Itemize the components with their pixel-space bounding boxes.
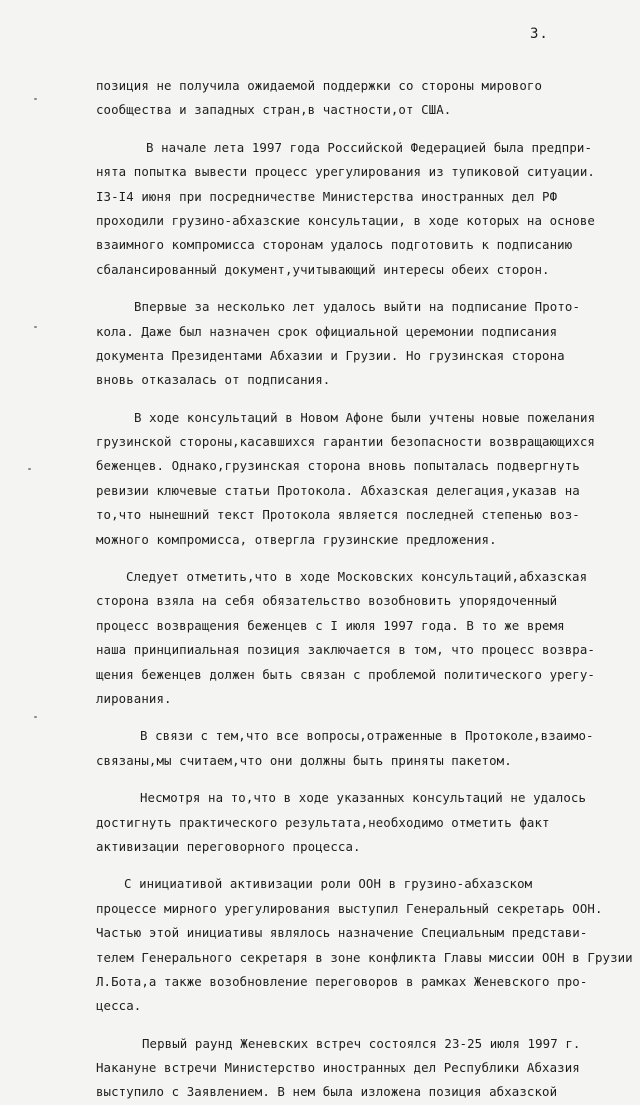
text-line: сообщества и западных стран,в частности,от США. bbox=[96, 102, 452, 118]
text-line: В начале лета 1997 года Российской Федерацией была предпри- bbox=[146, 139, 593, 155]
paragraph-1 bbox=[96, 74, 616, 123]
paragraph-9 bbox=[96, 1032, 616, 1105]
text-line: активизации переговорного процесса. bbox=[96, 838, 361, 854]
text-line: беженцев. Однако,грузинская сторона вновь попыталась подвергнуть bbox=[96, 458, 580, 474]
text-line: сторона взяла на себя обязательство возобновить упорядоченный bbox=[96, 593, 558, 609]
paragraph-6 bbox=[96, 724, 616, 773]
text-line: ревизии ключевые статьи Протокола. Абхазская делегация,указав на bbox=[96, 482, 580, 498]
text-line: нята попытка вывести процесс урегулирования из тупиковой ситуации. bbox=[96, 164, 595, 180]
text-line: документа Президентами Абхазии и Грузии. Но грузинская сторона bbox=[96, 347, 565, 363]
paragraph-7 bbox=[96, 786, 616, 859]
text-line: телем Генерального секретаря в зоне конфликта Главы миссии ООН в Грузии bbox=[96, 949, 633, 965]
paragraph-8 bbox=[96, 872, 633, 1018]
text-line: процесс возвращения беженцев с I июля 1997 года. В то же время bbox=[96, 617, 565, 633]
text-line: Первый раунд Женевских встреч состоялся 23-25 июля 1997 г. bbox=[142, 1035, 581, 1051]
text-line: можного компромисса, отвергла грузинские предложения. bbox=[96, 531, 497, 547]
text-line: кола. Даже был назначен срок официальной церемонии подписания bbox=[96, 323, 558, 339]
text-line: В ходе консультаций в Новом Афоне были учтены новые пожелания bbox=[134, 409, 596, 425]
text-line: щения беженцев должен быть связан с проблемой политического урегу- bbox=[96, 666, 595, 682]
page-number: 3. bbox=[530, 26, 549, 42]
document-body bbox=[96, 74, 633, 1105]
paragraph-3 bbox=[96, 295, 616, 393]
paragraph-4 bbox=[96, 406, 616, 552]
text-line: Следует отметить,что в ходе Московских консультаций,абхазская bbox=[126, 569, 588, 585]
text-line: Накануне встречи Министерство иностранных дел Республики Абхазия bbox=[96, 1060, 580, 1076]
text-line: I3-I4 июня при посредничестве Министерства иностранных дел РФ bbox=[96, 188, 558, 204]
text-line: взаимного компромисса сторонам удалось подготовить к подписанию bbox=[96, 237, 573, 253]
text-line: грузинской стороны,касавшихся гарантии безопасности возвращающихся bbox=[96, 434, 595, 450]
text-line: связаны,мы считаем,что они должны быть приняты пакетом. bbox=[96, 752, 512, 768]
text-line: сбалансированный документ,учитывающий интересы обеих сторон. bbox=[96, 261, 550, 277]
text-line: Несмотря на то,что в ходе указанных консультаций не удалось bbox=[140, 790, 587, 806]
text-line: то,что нынешний текст Протокола является последней степенью воз- bbox=[96, 507, 580, 523]
scan-speck bbox=[34, 326, 37, 328]
text-line: С инициативой активизации роли ООН в грузино-абхазском bbox=[124, 876, 533, 892]
text-line: лирования. bbox=[96, 690, 172, 706]
text-line: Частью этой инициативы являлось назначение Специальным представи- bbox=[96, 925, 588, 941]
text-line: вновь отказалась от подписания. bbox=[96, 372, 331, 388]
text-line: выступило с Заявлением. В нем была изложена позиция абхазской bbox=[96, 1084, 558, 1100]
text-line: цесса. bbox=[96, 998, 142, 1014]
text-line: проходили грузино-абхазские консультации, в ходе которых на основе bbox=[96, 212, 595, 228]
text-line: Л.Бота,а также возобновление переговоров в рамках Женевского про- bbox=[96, 973, 588, 989]
text-line: наша принципиальная позиция заключается в том, что процесс возвра- bbox=[96, 642, 595, 658]
text-line: процессе мирного урегулирования выступил Генеральный секретарь ООН. bbox=[96, 900, 603, 916]
text-line: достигнуть практического результата,необходимо отметить факт bbox=[96, 814, 550, 830]
text-line: позиция не получила ожидаемой поддержки со стороны мирового bbox=[96, 78, 543, 93]
scan-speck bbox=[34, 98, 37, 100]
text-line: В связи с тем,что все вопросы,отраженные в Протоколе,взаимо- bbox=[140, 728, 594, 744]
paragraph-5 bbox=[96, 565, 616, 711]
text-line: Впервые за несколько лет удалось выйти на подписание Прото- bbox=[134, 299, 581, 315]
scan-speck bbox=[34, 716, 37, 718]
scan-speck bbox=[28, 468, 31, 470]
paragraph-2 bbox=[96, 136, 616, 282]
